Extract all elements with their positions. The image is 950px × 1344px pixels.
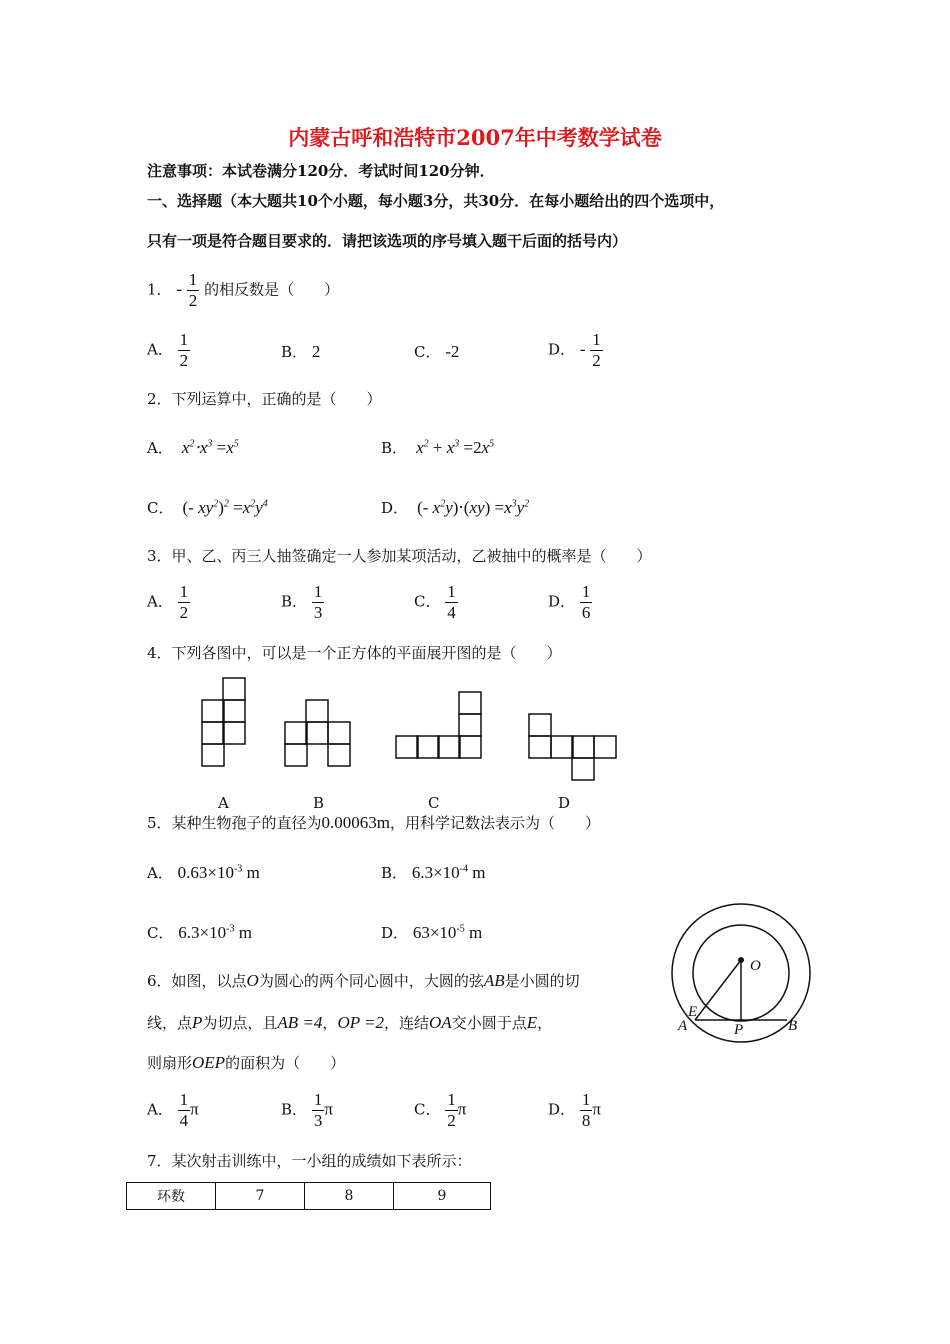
stem-text: ，连结 <box>384 1014 430 1032</box>
denominator: 4 <box>179 1111 189 1130</box>
stem-text: 6．如图，以点 <box>147 972 247 990</box>
option-value: -2 <box>445 342 460 361</box>
q5-option-d <box>381 922 482 943</box>
formula: $x^2 + x^3 =2x^5$ <box>411 438 495 457</box>
section1-heading-line2: 只有一项是符合题目要求的．请把该选项的序号填入题干后面的括号内） <box>147 232 628 250</box>
numerator: 1 <box>188 270 198 289</box>
option-label: C． <box>414 592 441 611</box>
notice: 注意事项：本试卷满分120分．考试时间120分钟． <box>147 162 495 180</box>
option-label: A． <box>147 340 173 359</box>
point-o: O <box>246 971 259 990</box>
numerator: 1 <box>179 582 189 601</box>
pi-symbol: π <box>592 1099 601 1119</box>
fig-label-o: O <box>750 958 761 974</box>
minus-sign: - <box>176 279 182 299</box>
question-number: 1． <box>147 280 172 299</box>
stem-text: 交小圆于点 <box>451 1014 527 1032</box>
denominator: 6 <box>581 603 591 622</box>
numerator: 1 <box>179 1090 189 1109</box>
fig-label-e: E <box>688 1004 698 1020</box>
chord-ab-label: AB <box>483 971 505 990</box>
option-label: A． <box>147 439 173 457</box>
option-label: B． <box>281 343 308 361</box>
formula: $x^2\cdot x^3 =x^5$ <box>177 438 239 457</box>
concentric-circles-figure <box>666 898 826 1043</box>
q5-option-a <box>147 862 260 883</box>
score-table <box>126 1182 491 1210</box>
formula: (- $xy^2)^2 =x^2y^4$ <box>182 498 268 517</box>
ab-length: AB =4 <box>277 1013 323 1032</box>
q3-option-d <box>548 582 592 623</box>
q3-option-b <box>281 582 324 623</box>
numerator: 1 <box>179 330 189 349</box>
denominator: 2 <box>179 351 189 370</box>
fraction <box>312 582 325 623</box>
question-6-line3 <box>147 1052 345 1073</box>
q2-option-b <box>381 437 494 458</box>
fraction <box>445 1090 458 1131</box>
option-label: C． <box>147 499 174 517</box>
option-label: D． <box>548 592 576 611</box>
pi-symbol: π <box>324 1099 333 1119</box>
q3-option-c <box>414 582 458 623</box>
q2-option-a <box>147 437 239 458</box>
denominator: 3 <box>313 603 323 622</box>
numerator: 1 <box>313 582 323 601</box>
q1-option-d <box>548 330 603 371</box>
question-4-stem: 4．下列各图中，可以是一个正方体的平面展开图的是（ ） <box>147 644 562 662</box>
segment-oa <box>695 960 741 1020</box>
q1-option-a <box>147 330 190 371</box>
formula: $6.3\times 10^{-4}$ m <box>411 863 486 882</box>
q2-option-c <box>147 497 268 518</box>
q6-option-d <box>548 1090 601 1131</box>
numerator: 1 <box>592 330 601 349</box>
question-3-stem: 3．甲、乙、丙三人抽签确定一人参加某项活动，乙被抽中的概率是（ ） <box>147 547 652 565</box>
denominator: 2 <box>179 603 189 622</box>
option-label: B． <box>381 439 408 457</box>
option-value: 2 <box>311 342 321 361</box>
fraction <box>590 330 603 371</box>
fig-label-a: A <box>678 1018 688 1034</box>
q1-option-c <box>414 341 459 362</box>
fraction <box>178 582 191 623</box>
numerator: 1 <box>581 582 591 601</box>
net-c <box>396 692 481 758</box>
denominator: 8 <box>581 1111 591 1130</box>
option-label: D． <box>548 1100 576 1119</box>
stem-text: 的相反数是（ ） <box>204 280 340 299</box>
table-header-cell: 9 <box>394 1183 491 1210</box>
formula: (- $x^2y)\cdot(xy) =x^3y^2$ <box>417 498 530 517</box>
section1-heading-line1: 一、选择题（本大题共10个小题，每小题3分，共30分．在每小题给出的四个选项中， <box>147 192 725 210</box>
net-b <box>285 700 350 766</box>
option-label: B． <box>281 592 308 611</box>
minus-sign: - <box>579 339 586 359</box>
separator: ， <box>322 1014 338 1032</box>
point-p: P <box>192 1013 203 1032</box>
formula: $0.63\times 10^{-3}$ m <box>177 863 260 882</box>
stem-text: 的面积为（ ） <box>225 1054 346 1072</box>
pi-symbol: π <box>457 1099 467 1119</box>
option-label: C． <box>414 343 441 361</box>
page-title: 内蒙古呼和浩特市2007年中考数学试卷 <box>288 125 662 150</box>
q3-option-a <box>147 582 190 623</box>
fraction <box>312 1090 325 1131</box>
op-length: OP =2 <box>337 1013 385 1032</box>
point-e: E <box>526 1013 538 1032</box>
q6-option-a <box>147 1090 199 1131</box>
q6-option-b <box>281 1090 333 1131</box>
q6-option-c <box>414 1090 466 1131</box>
fraction <box>580 582 593 623</box>
net-label-a: A <box>218 794 229 812</box>
formula: $6.3\times 10^{-3}$ m <box>178 923 252 942</box>
net-a <box>202 678 245 766</box>
stem-text: 线，点 <box>147 1014 193 1032</box>
fraction <box>187 270 200 311</box>
option-label: A． <box>147 1100 173 1119</box>
option-label: A． <box>147 592 173 611</box>
fig-label-p: P <box>734 1022 744 1038</box>
pi-symbol: π <box>190 1099 199 1119</box>
stem-text: ，用科学记数法表示为（ ） <box>390 814 601 832</box>
net-label-b: B <box>313 794 325 812</box>
denominator: 2 <box>447 1111 456 1130</box>
formula: $63\times 10^{-5}$ m <box>412 923 483 942</box>
numerator: 1 <box>313 1090 323 1109</box>
numerator: 1 <box>447 582 456 601</box>
net-label-d: D <box>558 794 571 812</box>
net-label-c: C <box>428 794 440 812</box>
numerator: 1 <box>581 1090 591 1109</box>
table-header-cell: 7 <box>216 1183 305 1210</box>
stem-text: 5．某种生物孢子的直径为 <box>147 814 322 832</box>
table-header-cell: 8 <box>305 1183 394 1210</box>
denominator: 2 <box>188 291 198 310</box>
question-7-stem: 7．某次射击训练中，一小组的成绩如下表所示： <box>147 1152 472 1170</box>
stem-text: 为圆心的两个同心圆中，大圆的弦 <box>258 972 484 990</box>
q5-option-b <box>381 862 485 883</box>
option-label: C． <box>414 1100 441 1119</box>
cube-nets-figure <box>190 675 630 787</box>
option-label: B． <box>281 1100 308 1119</box>
question-2-stem: 2．下列运算中，正确的是（ ） <box>147 390 382 408</box>
question-1-stem <box>147 270 339 311</box>
net-d <box>529 714 616 780</box>
stem-text: 是小圆的切 <box>504 972 580 990</box>
question-6-line2 <box>147 1012 552 1033</box>
fraction <box>445 582 458 623</box>
option-label: D． <box>381 499 409 517</box>
segment-oa-label: OA <box>429 1013 452 1032</box>
question-6-line1 <box>147 970 580 991</box>
option-label: D． <box>548 340 576 359</box>
denominator: 4 <box>447 603 456 622</box>
fraction <box>178 1090 191 1131</box>
center-point <box>738 957 744 963</box>
option-label: D． <box>381 924 409 942</box>
option-label: A． <box>147 864 173 882</box>
stem-text: 为切点，且 <box>202 1014 278 1032</box>
denominator: 2 <box>592 351 601 370</box>
q5-option-c <box>147 922 252 943</box>
question-5-stem <box>147 812 600 833</box>
denominator: 3 <box>313 1111 323 1130</box>
table-header-cell: 环数 <box>127 1183 216 1210</box>
option-label: C． <box>147 924 174 942</box>
stem-value: 0.00063m <box>321 813 391 832</box>
q2-option-d <box>381 497 529 518</box>
stem-text: 则扇形 <box>147 1054 193 1072</box>
numerator: 1 <box>447 1090 456 1109</box>
sector-oep: OEP <box>192 1053 226 1072</box>
fraction <box>178 330 191 371</box>
table-row <box>127 1183 491 1210</box>
q1-option-b <box>281 341 320 362</box>
option-label: B． <box>381 864 408 882</box>
stem-text: ， <box>537 1014 553 1032</box>
fig-label-b: B <box>788 1018 798 1034</box>
fraction <box>580 1090 593 1131</box>
